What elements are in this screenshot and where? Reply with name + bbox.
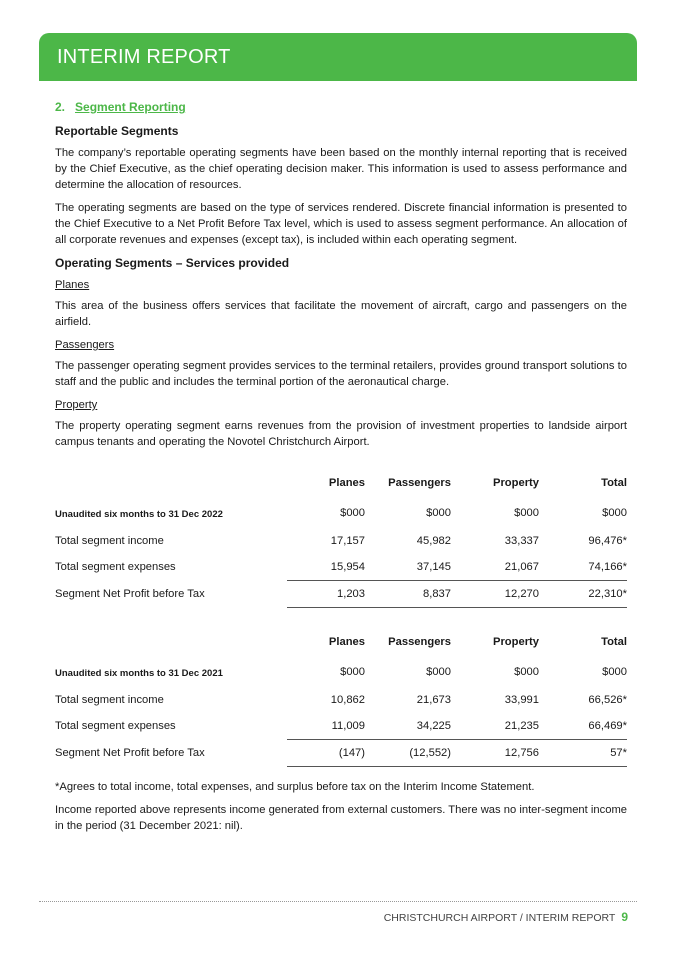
table-cell: 45,982: [416, 535, 451, 547]
segment-table: [55, 469, 627, 767]
column-header: Property: [492, 477, 539, 489]
table-cell: 37,145: [416, 561, 451, 573]
table-cell: 21,067: [504, 561, 539, 573]
page-footer: [384, 910, 628, 924]
segment-name-property: Property: [55, 399, 98, 411]
table-header-row: [55, 628, 627, 656]
table-row: [55, 713, 627, 740]
banner-title: INTERIM REPORT: [57, 46, 231, 68]
column-header: Planes: [328, 477, 365, 489]
segment-text-planes: This area of the business offers services that facilitate the movement of aircraft, cargo and passengers on the airfield.: [55, 300, 627, 328]
table-total-row: [55, 581, 627, 608]
table-cell: (147): [287, 740, 365, 767]
table-cell: 96,476*: [588, 535, 627, 547]
table-cell: 8,837: [365, 581, 451, 608]
table-cell: 66,469*: [588, 720, 627, 732]
row-label: Total segment income: [55, 535, 164, 547]
row-label: Total segment income: [55, 694, 164, 706]
table-units-row: [55, 656, 627, 687]
reportable-paragraph-1: The company’s reportable operating segments have been based on the monthly internal reporting that is received by the Chief Executive, as the chief operating decision maker. This information is used to assess performance and determine the allocation of resources.: [55, 147, 627, 191]
section-heading: [55, 99, 627, 115]
segment-text-property: The property operating segment earns revenues from the provision of investment properties to landside airport campus tenants and operating the Novotel Christchurch Airport.: [55, 420, 627, 448]
table-cell: 33,337: [504, 535, 539, 547]
column-header: Planes: [328, 636, 365, 648]
row-label: Total segment expenses: [55, 720, 176, 733]
unit-cell: $000: [602, 665, 627, 678]
table-row: [55, 554, 627, 581]
row-label: Total segment expenses: [55, 561, 176, 574]
unit-cell: $000: [514, 506, 539, 519]
footer-divider: [39, 901, 637, 902]
section-number: 2.: [55, 100, 66, 114]
table-cell: 10,862: [330, 694, 365, 706]
table-row: [55, 528, 627, 554]
table-cell: 17,157: [330, 535, 365, 547]
row-label: Segment Net Profit before Tax: [55, 747, 205, 759]
period-label: Unaudited six months to 31 Dec 2022: [55, 509, 223, 520]
unit-cell: $000: [340, 665, 365, 678]
unit-cell: $000: [514, 665, 539, 678]
operating-segments-heading: Operating Segments – Services provided: [55, 256, 290, 270]
table-cell: 74,166*: [588, 561, 627, 573]
table-cell: 22,310*: [539, 581, 627, 608]
table-header-row: [55, 469, 627, 497]
table-row: [55, 687, 627, 713]
table-units-row: [55, 497, 627, 528]
table-cell: 34,225: [416, 720, 451, 732]
table-cell: 21,235: [504, 720, 539, 732]
segment-text-passengers: The passenger operating segment provides services to the terminal retailers, provides ground transport solutions to staff and the public and includes the terminal portion of the aeronautical charge.: [55, 360, 627, 388]
page-content: [55, 96, 627, 841]
unit-cell: $000: [426, 506, 451, 519]
table-cell: 57*: [539, 740, 627, 767]
table-cell: 33,991: [504, 694, 539, 706]
unit-cell: $000: [602, 506, 627, 519]
unit-cell: $000: [426, 665, 451, 678]
page-number: 9: [621, 910, 628, 924]
table-cell: 21,673: [416, 694, 451, 706]
section-title: Segment Reporting: [75, 100, 186, 114]
unit-cell: $000: [340, 506, 365, 519]
segment-name-passengers: Passengers: [55, 339, 115, 351]
row-label: Segment Net Profit before Tax: [55, 588, 205, 600]
column-header: Total: [601, 477, 627, 489]
table-cell: 12,756: [451, 740, 539, 767]
column-header: Total: [601, 636, 627, 648]
report-banner: [39, 33, 637, 81]
table-cell: 12,270: [451, 581, 539, 608]
table-cell: 1,203: [287, 581, 365, 608]
segment-name-planes: Planes: [55, 279, 90, 291]
column-header: Passengers: [388, 636, 451, 648]
footnote: *Agrees to total income, total expenses, and surplus before tax on the Interim Income Statement.: [55, 781, 535, 793]
column-header: Property: [492, 636, 539, 648]
reportable-paragraph-2: The operating segments are based on the type of services rendered. Discrete financial information is presented to the Chief Executive to a Net Profit Before Tax level, which is used to assess segment performance. An allocation of all corporate revenues and expenses (except tax), is included within each operating segment.: [55, 202, 627, 246]
table-cell: 66,526*: [588, 694, 627, 706]
period-label: Unaudited six months to 31 Dec 2021: [55, 668, 223, 679]
table-cell: 15,954: [330, 561, 365, 573]
reportable-segments-heading: Reportable Segments: [55, 124, 179, 138]
income-note: Income reported above represents income generated from external customers. There was no inter-segment income in the period (31 December 2021: nil).: [55, 804, 627, 832]
column-header: Passengers: [388, 477, 451, 489]
table-total-row: [55, 740, 627, 767]
footer-text: CHRISTCHURCH AIRPORT / INTERIM REPORT: [383, 912, 616, 924]
table-cell: 11,009: [331, 720, 365, 732]
table-cell: (12,552): [365, 740, 451, 767]
